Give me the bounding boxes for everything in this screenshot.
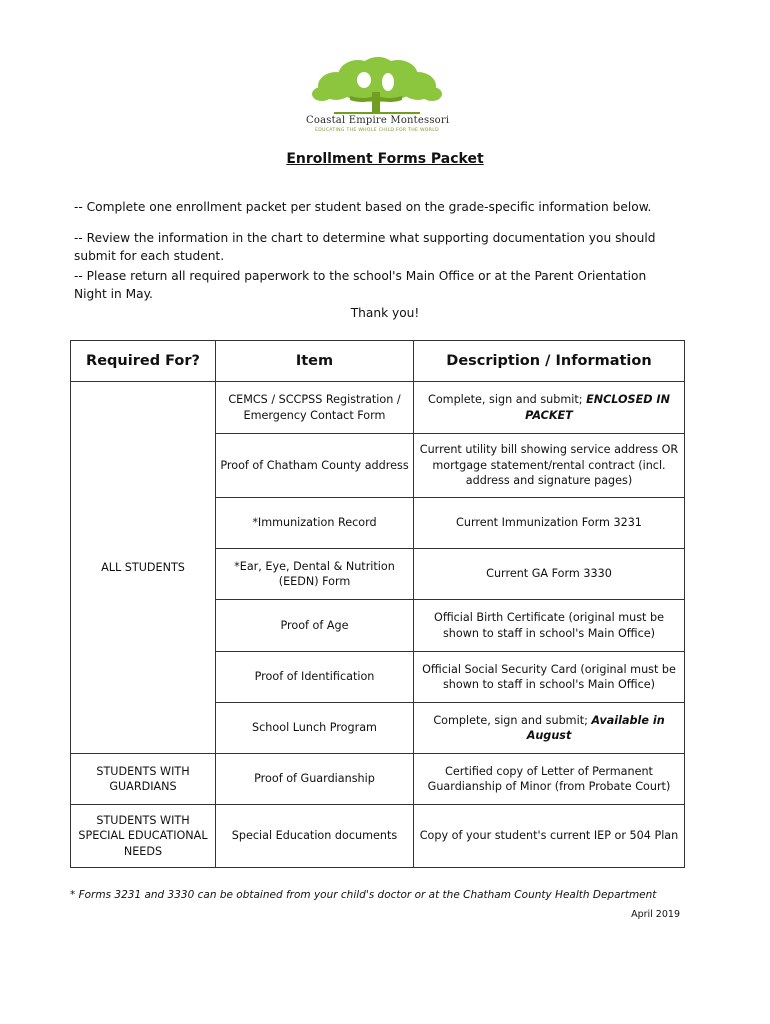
description-cell: Current utility bill showing service address OR mortgage statement/rental contract (incl. address and signature pages) <box>414 434 685 498</box>
school-logo <box>306 56 448 138</box>
description-cell: Official Birth Certificate (original must be shown to staff in school's Main Office) <box>414 600 685 652</box>
header-description: Description / Information <box>414 341 685 382</box>
table-header-row <box>71 341 685 382</box>
table-row <box>71 805 685 868</box>
item-cell: Proof of Guardianship <box>216 754 414 805</box>
thank-you-text: Thank you! <box>350 306 420 320</box>
item-cell: Proof of Age <box>216 600 414 652</box>
description-cell: Current GA Form 3330 <box>414 549 685 600</box>
item-cell: *Immunization Record <box>216 498 414 549</box>
item-cell: CEMCS / SCCPSS Registration / Emergency Contact Form <box>216 382 414 434</box>
tree-logo-graphic <box>306 56 448 116</box>
emphasis-text: ENCLOSED IN PACKET <box>525 393 670 422</box>
group-all-students: ALL STUDENTS <box>71 382 216 754</box>
description-cell: Complete, sign and submit; ENCLOSED IN PACKET <box>414 382 685 434</box>
description-cell: Certified copy of Letter of Permanent Guardianship of Minor (from Probate Court) <box>414 754 685 805</box>
page-title: Enrollment Forms Packet <box>286 151 484 167</box>
item-cell: Proof of Chatham County address <box>216 434 414 498</box>
logo-school-name: Coastal Empire Montessori <box>306 115 450 126</box>
document-date: April 2019 <box>631 909 680 920</box>
description-cell: Current Immunization Form 3231 <box>414 498 685 549</box>
header-item: Item <box>216 341 414 382</box>
instruction-3: -- Please return all required paperwork to the school's Main Office or at the Parent Orientation Night in May. <box>74 269 647 301</box>
item-cell: *Ear, Eye, Dental & Nutrition (EEDN) Form <box>216 549 414 600</box>
requirements-table <box>70 340 685 868</box>
description-cell: Official Social Security Card (original must be shown to staff in school's Main Office) <box>414 652 685 703</box>
table-row <box>71 382 685 434</box>
logo-tagline: EDUCATING THE WHOLE CHILD FOR THE WORLD <box>315 128 439 133</box>
group-special-needs: STUDENTS WITH SPECIAL EDUCATIONAL NEEDS <box>71 805 216 868</box>
header-required-for: Required For? <box>71 341 216 382</box>
item-cell: Special Education documents <box>216 805 414 868</box>
instruction-2: -- Review the information in the chart to determine what supporting documentation you should submit for each student. <box>74 231 656 263</box>
item-cell: School Lunch Program <box>216 703 414 754</box>
description-cell: Copy of your student's current IEP or 504 Plan <box>414 805 685 868</box>
item-cell: Proof of Identification <box>216 652 414 703</box>
description-cell: Complete, sign and submit; Available in August <box>414 703 685 754</box>
instruction-1: -- Complete one enrollment packet per student based on the grade-specific information below. <box>74 200 652 214</box>
table-row <box>71 754 685 805</box>
footnote: * Forms 3231 and 3330 can be obtained from your child's doctor or at the Chatham County Health Department <box>70 889 657 901</box>
emphasis-text: Available in August <box>526 713 665 742</box>
group-guardians: STUDENTS WITH GUARDIANS <box>71 754 216 805</box>
